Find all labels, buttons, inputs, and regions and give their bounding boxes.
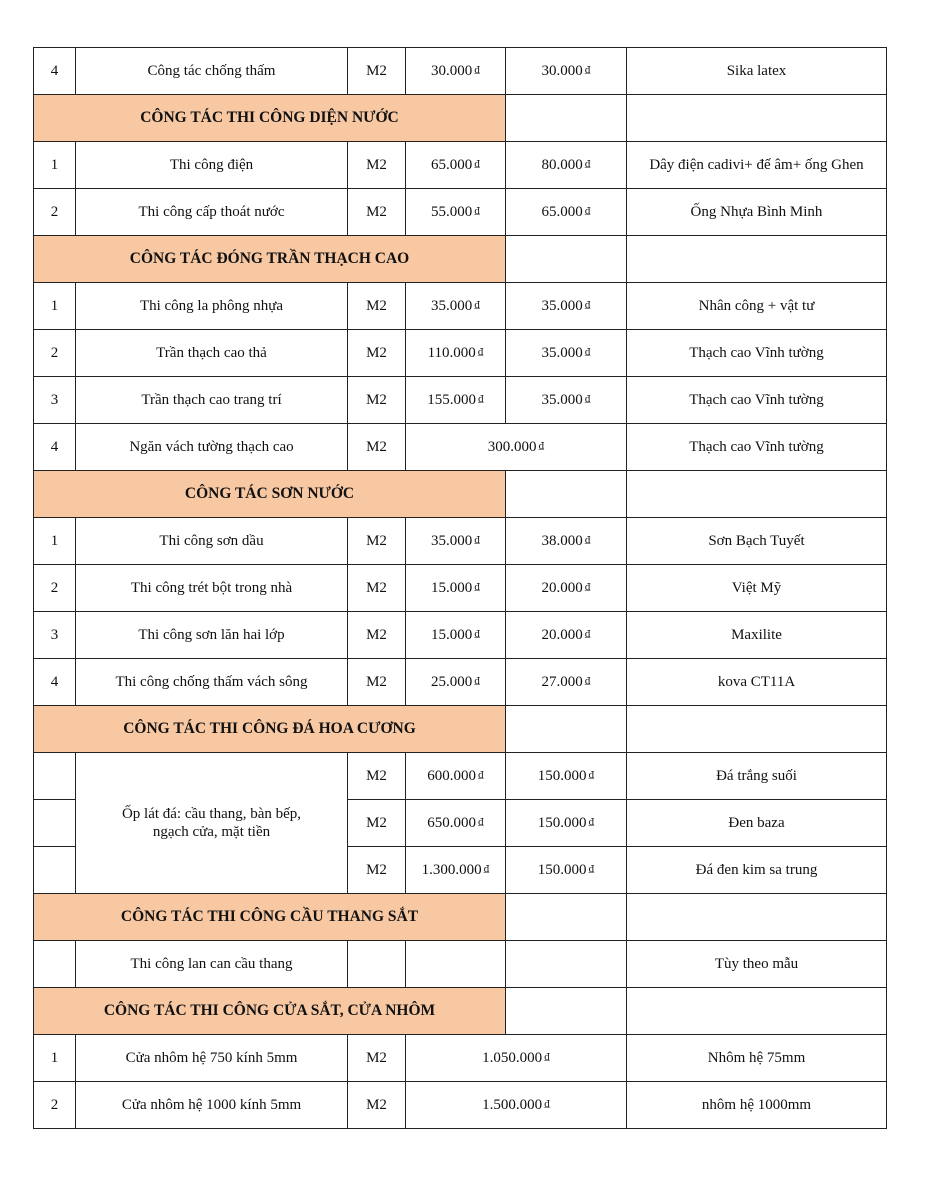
section-title: CÔNG TÁC ĐÓNG TRẦN THẠCH CAO: [34, 236, 506, 283]
item-name: Trần thạch cao trang trí: [76, 377, 348, 424]
price-material: [406, 377, 506, 424]
currency-symbol: ₫: [477, 345, 484, 358]
spec-material: Việt Mỹ: [627, 565, 887, 612]
price-labor-value: 30.000: [541, 62, 583, 79]
currency-symbol: ₫: [584, 63, 591, 76]
row-number: 1: [34, 518, 76, 565]
price-material-value: 15.000: [431, 626, 473, 643]
currency-symbol: ₫: [584, 627, 591, 640]
spec-material: Dây điện cadivi+ đế âm+ ống Ghen: [627, 142, 887, 189]
currency-symbol: ₫: [538, 439, 545, 452]
item-name: Ốp lát đá: cầu thang, bàn bếp, ngạch cửa, mặt tiền: [76, 753, 348, 894]
row-number: [34, 941, 76, 988]
price-labor-value: 35.000: [541, 391, 583, 408]
unit: M2: [348, 330, 406, 377]
price-material: [406, 518, 506, 565]
unit: M2: [348, 565, 406, 612]
price-merged: [406, 1082, 627, 1129]
spec-material: Ống Nhựa Bình Minh: [627, 189, 887, 236]
row-number: [34, 847, 76, 894]
item-name: Công tác chống thấm: [76, 48, 348, 95]
price-labor-value: 150.000: [537, 814, 587, 831]
price-material: [406, 612, 506, 659]
price-labor-value: 80.000: [541, 156, 583, 173]
section-blank-cell: [506, 988, 627, 1035]
price-table: [33, 47, 887, 1129]
row-number: 2: [34, 330, 76, 377]
price-merged: [406, 1035, 627, 1082]
price-material-value: 15.000: [431, 579, 473, 596]
section-title: CÔNG TÁC THI CÔNG CỬA SẮT, CỬA NHÔM: [34, 988, 506, 1035]
price-labor: [506, 565, 627, 612]
section-header-row: [34, 988, 887, 1035]
section-blank-cell: [506, 236, 627, 283]
spec-material: nhôm hệ 1000mm: [627, 1082, 887, 1129]
item-name: Thi công lan can cầu thang: [76, 941, 348, 988]
table-row: [34, 659, 887, 706]
section-blank-cell: [627, 894, 887, 941]
item-name: Thi công chống thấm vách sông: [76, 659, 348, 706]
currency-symbol: ₫: [584, 674, 591, 687]
unit: M2: [348, 48, 406, 95]
price-material: [406, 847, 506, 894]
currency-symbol: ₫: [588, 768, 595, 781]
price-labor: [506, 189, 627, 236]
price-material: [406, 565, 506, 612]
row-number: 1: [34, 1035, 76, 1082]
price-material-value: 650.000: [427, 814, 477, 831]
section-title: CÔNG TÁC SƠN NƯỚC: [34, 471, 506, 518]
unit: M2: [348, 1035, 406, 1082]
item-name: Trần thạch cao thả: [76, 330, 348, 377]
price-labor: [506, 48, 627, 95]
unit: M2: [348, 377, 406, 424]
price-labor: [506, 377, 627, 424]
price-labor-value: 20.000: [541, 579, 583, 596]
price-labor-value: 35.000: [541, 297, 583, 314]
table-row: [34, 142, 887, 189]
currency-symbol: ₫: [474, 63, 480, 76]
item-name: Cửa nhôm hệ 1000 kính 5mm: [76, 1082, 348, 1129]
row-number: 3: [34, 612, 76, 659]
price-material-value: 600.000: [427, 767, 477, 784]
table-row: [34, 941, 887, 988]
item-name: Thi công sơn dầu: [76, 518, 348, 565]
price-material: [406, 189, 506, 236]
section-blank-cell: [627, 236, 887, 283]
table-row: [34, 518, 887, 565]
price-labor: [506, 941, 627, 988]
spec-material: Thạch cao Vĩnh tường: [627, 330, 887, 377]
currency-symbol: ₫: [478, 392, 484, 405]
table-row: [34, 330, 887, 377]
section-blank-cell: [627, 471, 887, 518]
price-labor: [506, 518, 627, 565]
table-row: [34, 424, 887, 471]
currency-symbol: ₫: [588, 862, 595, 875]
price-material: [406, 283, 506, 330]
price-labor-value: 35.000: [541, 344, 583, 361]
unit: M2: [348, 283, 406, 330]
spec-material: Nhôm hệ 75mm: [627, 1035, 887, 1082]
table-row: [34, 565, 887, 612]
price-material: [406, 753, 506, 800]
table-row: [34, 48, 887, 95]
currency-symbol: ₫: [588, 815, 595, 828]
table-row: [34, 1082, 887, 1129]
currency-symbol: ₫: [483, 862, 490, 875]
row-number: 1: [34, 283, 76, 330]
row-number: 2: [34, 1082, 76, 1129]
section-title: CÔNG TÁC THI CÔNG DIỆN NƯỚC: [34, 95, 506, 142]
item-name: Thi công sơn lăn hai lớp: [76, 612, 348, 659]
price-material-value: 65.000: [431, 156, 473, 173]
section-title: CÔNG TÁC THI CÔNG CẦU THANG SẮT: [34, 894, 506, 941]
price-labor-value: 38.000: [541, 532, 583, 549]
currency-symbol: ₫: [584, 533, 591, 546]
spec-material: Maxilite: [627, 612, 887, 659]
price-labor-value: 150.000: [537, 767, 587, 784]
unit: M2: [348, 142, 406, 189]
currency-symbol: ₫: [474, 204, 480, 217]
unit: M2: [348, 612, 406, 659]
section-blank-cell: [627, 95, 887, 142]
table-row: [34, 283, 887, 330]
item-name: Thi công la phông nhựa: [76, 283, 348, 330]
table-row: [34, 753, 887, 800]
spec-material: Đá đen kim sa trung: [627, 847, 887, 894]
price-material-value: 55.000: [431, 203, 473, 220]
spec-material: Đá trắng suối: [627, 753, 887, 800]
section-blank-cell: [506, 894, 627, 941]
spec-material: kova CT11A: [627, 659, 887, 706]
currency-symbol: ₫: [474, 580, 480, 593]
price-material: [406, 659, 506, 706]
price-labor: [506, 847, 627, 894]
price-labor: [506, 659, 627, 706]
item-name: Thi công điện: [76, 142, 348, 189]
spec-material: Đen baza: [627, 800, 887, 847]
currency-symbol: ₫: [478, 815, 484, 828]
unit: M2: [348, 753, 406, 800]
price-material-value: 110.000: [427, 344, 476, 361]
currency-symbol: ₫: [584, 157, 591, 170]
section-blank-cell: [506, 471, 627, 518]
spec-material: Nhân công + vật tư: [627, 283, 887, 330]
item-name: Ngăn vách tường thạch cao: [76, 424, 348, 471]
unit: M2: [348, 800, 406, 847]
row-number: 4: [34, 659, 76, 706]
price-material: [406, 941, 506, 988]
currency-symbol: ₫: [544, 1097, 550, 1110]
row-number: [34, 800, 76, 847]
price-merged-value: 300.000: [487, 438, 537, 455]
currency-symbol: ₫: [474, 533, 480, 546]
price-labor: [506, 753, 627, 800]
price-labor-value: 20.000: [541, 626, 583, 643]
price-labor-value: 27.000: [541, 673, 583, 690]
price-labor-value: 65.000: [541, 203, 583, 220]
price-material-value: 35.000: [431, 532, 473, 549]
currency-symbol: ₫: [584, 298, 591, 311]
section-blank-cell: [506, 706, 627, 753]
unit: M2: [348, 659, 406, 706]
section-blank-cell: [506, 95, 627, 142]
item-name: Thi công trét bột trong nhà: [76, 565, 348, 612]
price-labor: [506, 800, 627, 847]
item-name: Thi công cấp thoát nước: [76, 189, 348, 236]
price-material-value: 30.000: [431, 62, 473, 79]
row-number: [34, 753, 76, 800]
price-merged-value: 1.050.000: [482, 1049, 543, 1066]
spec-material: Tùy theo mẫu: [627, 941, 887, 988]
price-material-value: 35.000: [431, 297, 473, 314]
spec-material: Sơn Bạch Tuyết: [627, 518, 887, 565]
section-header-row: [34, 706, 887, 753]
currency-symbol: ₫: [474, 674, 480, 687]
currency-symbol: ₫: [584, 392, 591, 405]
unit: [348, 941, 406, 988]
row-number: 3: [34, 377, 76, 424]
section-header-row: [34, 95, 887, 142]
unit: M2: [348, 518, 406, 565]
price-labor: [506, 330, 627, 377]
price-labor: [506, 283, 627, 330]
currency-symbol: ₫: [584, 580, 591, 593]
table-row: [34, 612, 887, 659]
section-title: CÔNG TÁC THI CÔNG ĐÁ HOA CƯƠNG: [34, 706, 506, 753]
row-number: 4: [34, 48, 76, 95]
currency-symbol: ₫: [544, 1050, 550, 1063]
unit: M2: [348, 424, 406, 471]
row-number: 4: [34, 424, 76, 471]
section-header-row: [34, 236, 887, 283]
price-material-value: 155.000: [427, 391, 477, 408]
price-material: [406, 330, 506, 377]
section-blank-cell: [627, 988, 887, 1035]
table-row: [34, 1035, 887, 1082]
unit: M2: [348, 189, 406, 236]
spec-material: Sika latex: [627, 48, 887, 95]
price-labor: [506, 612, 627, 659]
row-number: 2: [34, 189, 76, 236]
section-header-row: [34, 894, 887, 941]
currency-symbol: ₫: [478, 768, 484, 781]
currency-symbol: ₫: [474, 157, 480, 170]
unit: M2: [348, 1082, 406, 1129]
price-material: [406, 48, 506, 95]
unit: M2: [348, 847, 406, 894]
price-material-value: 25.000: [431, 673, 473, 690]
price-material: [406, 800, 506, 847]
currency-symbol: ₫: [584, 345, 591, 358]
price-merged-value: 1.500.000: [482, 1096, 543, 1113]
section-blank-cell: [627, 706, 887, 753]
currency-symbol: ₫: [474, 627, 480, 640]
currency-symbol: ₫: [474, 298, 480, 311]
table-row: [34, 189, 887, 236]
price-labor: [506, 142, 627, 189]
table-row: [34, 377, 887, 424]
section-header-row: [34, 471, 887, 518]
row-number: 2: [34, 565, 76, 612]
item-name: Cửa nhôm hệ 750 kính 5mm: [76, 1035, 348, 1082]
price-merged: [406, 424, 627, 471]
price-labor-value: 150.000: [537, 861, 587, 878]
spec-material: Thạch cao Vĩnh tường: [627, 377, 887, 424]
price-material: [406, 142, 506, 189]
price-material-value: 1.300.000: [421, 861, 482, 878]
currency-symbol: ₫: [584, 204, 591, 217]
spec-material: Thạch cao Vĩnh tường: [627, 424, 887, 471]
row-number: 1: [34, 142, 76, 189]
